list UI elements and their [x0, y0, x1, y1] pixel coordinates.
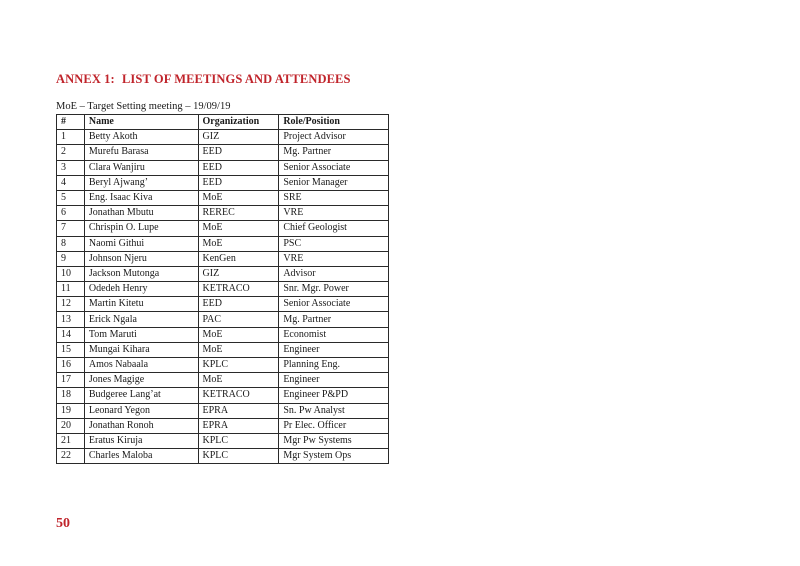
table-row — [57, 297, 389, 312]
cell-organization: GIZ — [198, 266, 279, 281]
cell-number: 15 — [57, 342, 85, 357]
cell-number: 6 — [57, 206, 85, 221]
cell-number: 11 — [57, 282, 85, 297]
cell-role: Advisor — [279, 266, 389, 281]
cell-number: 5 — [57, 190, 85, 205]
cell-name: Amos Nabaala — [84, 358, 198, 373]
cell-organization: EED — [198, 160, 279, 175]
cell-role: Engineer — [279, 373, 389, 388]
cell-role: VRE — [279, 206, 389, 221]
cell-number: 3 — [57, 160, 85, 175]
cell-role: Mgr System Ops — [279, 449, 389, 464]
cell-number: 1 — [57, 130, 85, 145]
cell-role: Senior Associate — [279, 297, 389, 312]
cell-name: Charles Maloba — [84, 449, 198, 464]
cell-name: Erick Ngala — [84, 312, 198, 327]
annex-number: ANNEX 1: — [56, 72, 115, 86]
table-row — [57, 282, 389, 297]
cell-organization: KETRACO — [198, 282, 279, 297]
cell-name: Jonathan Mbutu — [84, 206, 198, 221]
cell-name: Jackson Mutonga — [84, 266, 198, 281]
cell-name: Johnson Njeru — [84, 251, 198, 266]
cell-number: 13 — [57, 312, 85, 327]
cell-name: Tom Maruti — [84, 327, 198, 342]
column-organization-header: Organization — [198, 115, 279, 130]
cell-role: Project Advisor — [279, 130, 389, 145]
cell-number: 16 — [57, 358, 85, 373]
cell-number: 2 — [57, 145, 85, 160]
table-row — [57, 251, 389, 266]
cell-role: Senior Manager — [279, 175, 389, 190]
page-number: 50 — [56, 516, 70, 531]
table-row — [57, 221, 389, 236]
cell-role: Pr Elec. Officer — [279, 418, 389, 433]
cell-organization: KETRACO — [198, 388, 279, 403]
table-row — [57, 433, 389, 448]
table-row — [57, 206, 389, 221]
cell-number: 14 — [57, 327, 85, 342]
cell-role: Mg. Partner — [279, 145, 389, 160]
cell-number: 17 — [57, 373, 85, 388]
table-row — [57, 388, 389, 403]
annex-heading — [56, 72, 351, 87]
table-row — [57, 160, 389, 175]
cell-name: Jones Magige — [84, 373, 198, 388]
table-row — [57, 418, 389, 433]
cell-name: Chrispin O. Lupe — [84, 221, 198, 236]
cell-organization: MoE — [198, 236, 279, 251]
cell-number: 10 — [57, 266, 85, 281]
cell-role: SRE — [279, 190, 389, 205]
cell-name: Clara Wanjiru — [84, 160, 198, 175]
header-row — [57, 115, 389, 130]
cell-name: Odedeh Henry — [84, 282, 198, 297]
cell-role: Chief Geologist — [279, 221, 389, 236]
table-row — [57, 373, 389, 388]
cell-organization: MoE — [198, 327, 279, 342]
cell-number: 20 — [57, 418, 85, 433]
cell-role: Sn. Pw Analyst — [279, 403, 389, 418]
table-row — [57, 190, 389, 205]
cell-name: Betty Akoth — [84, 130, 198, 145]
column-number-header: # — [57, 115, 85, 130]
table-row — [57, 358, 389, 373]
cell-organization: MoE — [198, 221, 279, 236]
cell-organization: MoE — [198, 190, 279, 205]
table-row — [57, 312, 389, 327]
cell-role: VRE — [279, 251, 389, 266]
cell-name: Murefu Barasa — [84, 145, 198, 160]
cell-number: 21 — [57, 433, 85, 448]
cell-number: 19 — [57, 403, 85, 418]
cell-role: Planning Eng. — [279, 358, 389, 373]
cell-number: 9 — [57, 251, 85, 266]
table-row — [57, 266, 389, 281]
cell-name: Budgeree Lang’at — [84, 388, 198, 403]
cell-number: 7 — [57, 221, 85, 236]
cell-organization: KenGen — [198, 251, 279, 266]
cell-role: Engineer — [279, 342, 389, 357]
cell-name: Eng. Isaac Kiva — [84, 190, 198, 205]
cell-role: PSC — [279, 236, 389, 251]
cell-role: Mgr Pw Systems — [279, 433, 389, 448]
cell-organization: REREC — [198, 206, 279, 221]
attendees-table-header — [57, 115, 389, 130]
cell-organization: EPRA — [198, 403, 279, 418]
cell-role: Mg. Partner — [279, 312, 389, 327]
table-row — [57, 236, 389, 251]
cell-role: Senior Associate — [279, 160, 389, 175]
cell-organization: MoE — [198, 373, 279, 388]
cell-organization: EED — [198, 175, 279, 190]
cell-number: 18 — [57, 388, 85, 403]
cell-organization: GIZ — [198, 130, 279, 145]
table-row — [57, 449, 389, 464]
cell-role: Engineer P&PD — [279, 388, 389, 403]
cell-name: Mungai Kihara — [84, 342, 198, 357]
column-role-header: Role/Position — [279, 115, 389, 130]
cell-name: Jonathan Ronoh — [84, 418, 198, 433]
meeting-caption: MoE – Target Setting meeting – 19/09/19 — [56, 101, 231, 112]
attendees-table — [56, 114, 389, 464]
cell-number: 22 — [57, 449, 85, 464]
column-name-header: Name — [84, 115, 198, 130]
cell-organization: KPLC — [198, 449, 279, 464]
cell-number: 4 — [57, 175, 85, 190]
cell-organization: EED — [198, 297, 279, 312]
table-row — [57, 175, 389, 190]
cell-name: Leonard Yegon — [84, 403, 198, 418]
cell-organization: PAC — [198, 312, 279, 327]
attendees-table-body — [57, 130, 389, 464]
table-row — [57, 327, 389, 342]
cell-organization: EPRA — [198, 418, 279, 433]
cell-name: Eratus Kiruja — [84, 433, 198, 448]
cell-organization: EED — [198, 145, 279, 160]
cell-number: 8 — [57, 236, 85, 251]
table-row — [57, 342, 389, 357]
cell-role: Economist — [279, 327, 389, 342]
cell-name: Beryl Ajwang’ — [84, 175, 198, 190]
cell-role: Snr. Mgr. Power — [279, 282, 389, 297]
cell-organization: KPLC — [198, 358, 279, 373]
cell-name: Martin Kitetu — [84, 297, 198, 312]
table-row — [57, 130, 389, 145]
cell-organization: MoE — [198, 342, 279, 357]
annex-title: LIST OF MEETINGS AND ATTENDEES — [122, 72, 351, 86]
cell-organization: KPLC — [198, 433, 279, 448]
table-row — [57, 145, 389, 160]
cell-number: 12 — [57, 297, 85, 312]
cell-name: Naomi Githui — [84, 236, 198, 251]
table-row — [57, 403, 389, 418]
